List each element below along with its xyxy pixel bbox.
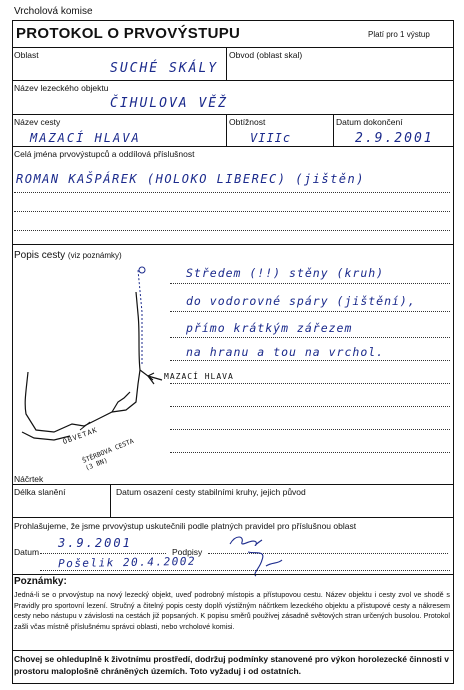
dotted-line	[170, 360, 450, 361]
area-label: Oblast	[14, 50, 39, 60]
page-title: PROTOKOL O PRVOVÝSTUPU	[16, 25, 241, 42]
description-line-1: Středem (!!) stěny (kruh)	[186, 266, 385, 280]
valid-note: Platí pro 1 výstup	[368, 30, 430, 39]
description-line-3: přímo krátkým zářezem	[186, 321, 353, 335]
route-label: Název cesty	[14, 117, 61, 127]
divider	[226, 47, 227, 80]
dotted-line	[40, 553, 166, 554]
object-value: ČIHULOVA VĚŽ	[110, 96, 228, 111]
area-value: SUCHÉ SKÁLY	[110, 61, 219, 76]
notes-text: Jedná-li se o prvovýstup na nový lezecký objekt, uveď podrobný místopis a přístupovou cestu. Název objektu i cesty zvol ve shodě s Pravidly pro sportovní lezení. Stručný a čitelný popis cesty doplň výstižným náčrtkem lezeckého objektu a přístupové cesty a nákresem cesty nebo nástupu v závislosti na cestách již popsaných. K popisu směrů používej zásadně světových stran určených busolou. Protokol zašli včas místně příslušnému správci oblasti, nebo vrcholové komisi.	[14, 590, 450, 631]
committee-label: Vrcholová komise	[14, 6, 93, 17]
sketch-label: Náčrtek	[14, 474, 44, 484]
sketch-label-obvetak: OBVETAK	[61, 425, 99, 447]
dotted-line	[170, 337, 450, 338]
dotted-line	[14, 230, 450, 231]
dotted-line	[170, 406, 450, 407]
rings-label: Datum osazení cesty stabilními kruhy, jejich původ	[116, 487, 306, 497]
divider	[12, 517, 454, 518]
dotted-line	[170, 452, 450, 453]
declaration-text: Prohlašujeme, že jsme prvovýstup uskutečnili podle platných pravidel pro příslušnou oblast	[14, 521, 357, 531]
description-label: Popis cesty (viz poznámky)	[14, 250, 122, 261]
climbers-value: ROMAN KAŠPÁREK (HOLOKO LIBEREC) (jištěn)	[16, 172, 365, 186]
date-label: Datum dokončení	[336, 117, 403, 127]
route-value: MAZACÍ HLAVA	[30, 131, 141, 145]
route-sketch	[14, 252, 174, 484]
grade-value: VIIIc	[250, 131, 292, 145]
divider	[12, 650, 454, 651]
dotted-line	[14, 192, 450, 193]
signature-date-label: Datum	[14, 547, 40, 557]
dotted-line	[40, 570, 450, 571]
district-label: Obvod (oblast skal)	[229, 50, 303, 60]
notes-footer: Chovej se ohleduplně k životnímu prostředí, dodržuj podmínky stanovené pro výkon horolezecké činnosti v prostoru maloplošně chráněných územích. Toto vyžaduj i od ostatních.	[14, 654, 449, 676]
divider	[12, 47, 454, 48]
divider	[110, 484, 111, 517]
grade-label: Obtížnost	[229, 117, 266, 127]
dotted-line	[14, 211, 450, 212]
climbers-label: Celá jména prvovýstupců a oddílová příslušnost	[14, 149, 195, 159]
divider	[12, 146, 454, 147]
description-line-2: do vodorovné spáry (jištění),	[186, 294, 416, 308]
divider	[12, 80, 454, 81]
signatures-label: Podpisy	[172, 547, 203, 557]
object-label: Název lezeckého objektu	[14, 83, 109, 93]
divider	[12, 244, 454, 245]
divider	[12, 114, 454, 115]
signature-mark	[226, 530, 306, 580]
divider	[12, 574, 454, 575]
dotted-line	[170, 311, 450, 312]
sketch-label-other: ŠTĚRBOVA CESTA (3 BN)	[81, 436, 135, 473]
divider	[226, 114, 227, 146]
dotted-line	[170, 383, 450, 384]
description-line-4: na hranu a tou na vrchol.	[186, 345, 385, 359]
signature-date-value: 3.9.2001	[58, 536, 132, 550]
dotted-line	[170, 283, 450, 284]
received-value: Pošelik 20.4.2002	[57, 554, 197, 571]
sketch-route-name: MAZACÍ HLAVA	[164, 372, 234, 381]
rappel-label: Délka slanění	[14, 487, 66, 497]
divider	[12, 484, 454, 485]
dotted-line	[170, 429, 450, 430]
notes-title: Poznámky:	[14, 576, 67, 587]
date-value: 2.9.2001	[355, 131, 434, 146]
divider	[333, 114, 334, 146]
